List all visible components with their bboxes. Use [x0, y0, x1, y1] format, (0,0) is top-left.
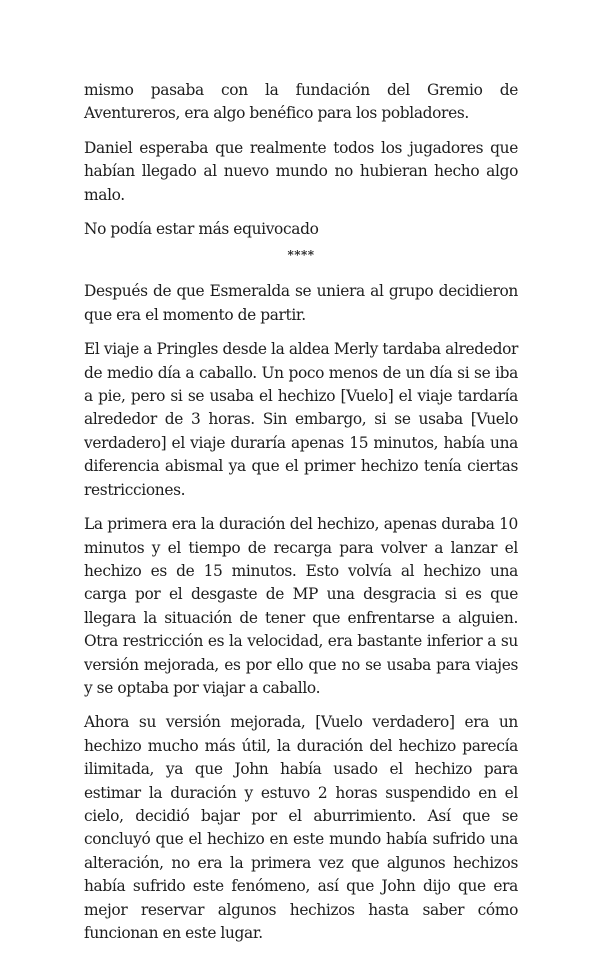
paragraph-5: El viaje a Pringles desde la aldea Merly tardaba alrededor de medio día a caballo. Un poco menos de un día si se iba a pie, pero si se usaba el hechizo [Vuelo] el viaje tardaría alrededor de 3 horas. Sin embargo, si se usaba [Vuelo verdadero] el viaje duraría apenas 15 minutos, había una diferencia abismal ya que el primer hechizo tenía ciertas restricciones. [84, 340, 518, 499]
document-page [84, 79, 518, 956]
paragraph-7: Ahora su versión mejorada, [Vuelo verdadero] era un hechizo mucho más útil, la duración del hechizo parecía ilimitada, ya que John había usado el hechizo para estimar la duración y estuvo 2 horas suspendido en el cielo, decidió bajar por el aburrimiento. Así que se concluyó que el hechizo en este mundo había sufrido una alteración, no era la primera vez que algunos hechizos había sufrido este fenómeno, así que John dijo que era mejor reservar algunos hechizos hasta saber cómo funcionan en este lugar. [84, 713, 518, 942]
section-separator: **** [287, 248, 315, 263]
paragraph-4: Después de que Esmeralda se uniera al grupo decidieron que era el momento de partir. [84, 282, 518, 324]
paragraph-2: Daniel esperaba que realmente todos los jugadores que habían llegado al nuevo mundo no hubieran hecho algo malo. [84, 138, 518, 204]
paragraph-1: mismo pasaba con la fundación del Gremio de Aventureros, era algo benéfico para los pobladores. [84, 81, 518, 123]
paragraph-3: No podía estar más equivocado [84, 220, 319, 239]
paragraph-6: La primera era la duración del hechizo, apenas duraba 10 minutos y el tiempo de recarga para volver a lanzar el hechizo es de 15 minutos. Esto volvía al hechizo una carga por el desgaste de MP una desgracia si es que llegara la situación de tener que enfrentarse a alguien. Otra restricción es la velocidad, era bastante inferior a su versión mejorada, es por ello que no se usaba para viajes y se optaba por viajar a caballo. [84, 515, 518, 697]
